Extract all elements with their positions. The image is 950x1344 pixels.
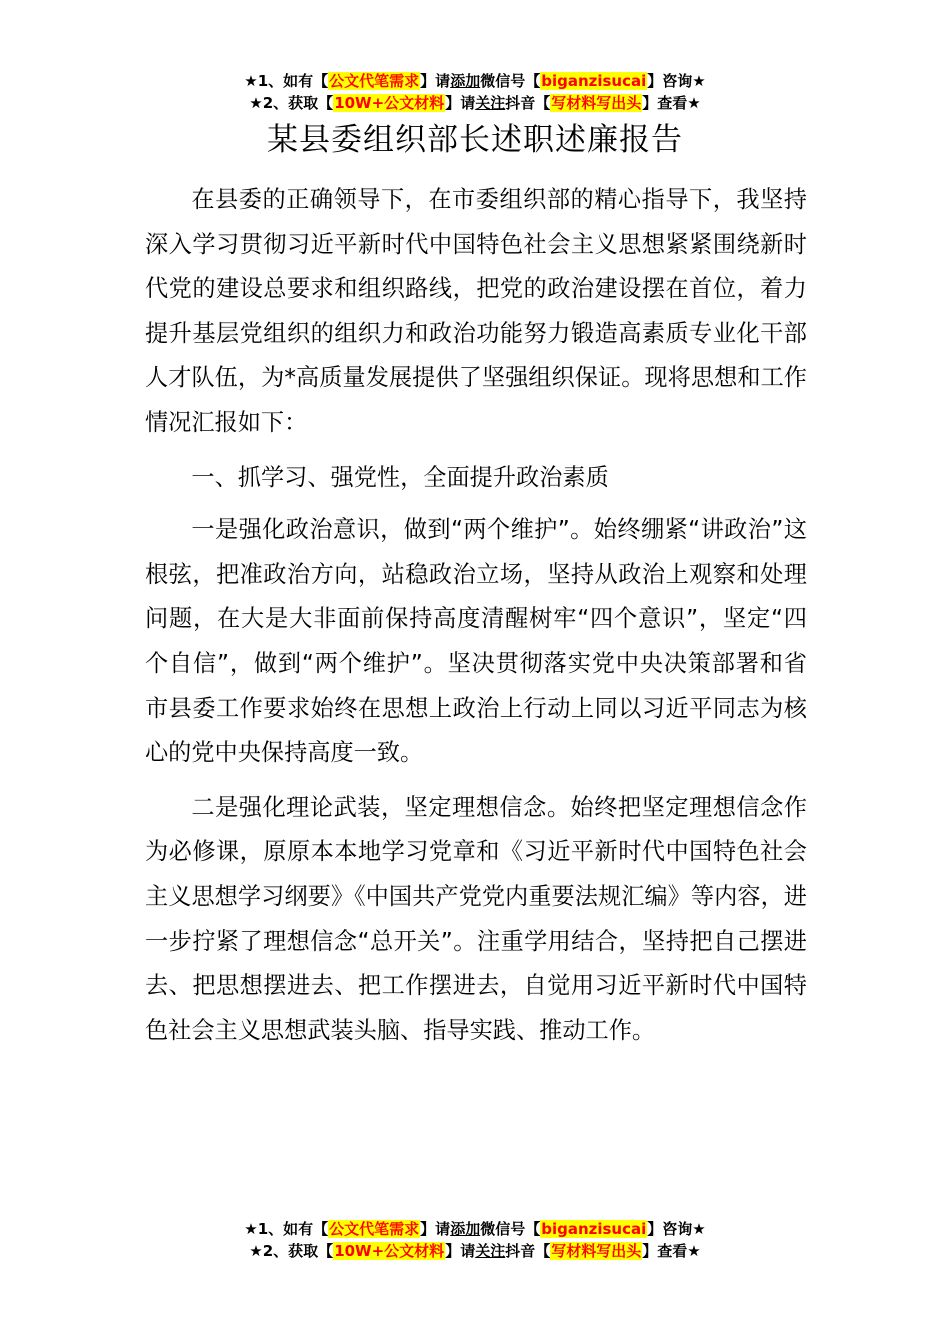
banner-text: ★1、如有【	[244, 1220, 329, 1238]
section-heading: 一、抓学习、强党性，全面提升政治素质	[191, 463, 609, 491]
banner-text: ★2、获取【	[249, 94, 334, 112]
banner-highlight: 公文代笔需求	[329, 1220, 420, 1238]
banner-highlight: biganzisucai	[541, 1220, 647, 1238]
footer-banner	[0, 1218, 950, 1262]
banner-line-2	[0, 92, 950, 114]
banner-underline: 关注	[475, 1242, 506, 1260]
banner-line-2	[0, 1240, 950, 1262]
paragraph-2: 二是强化理论武装，坚定理想信念。始终把坚定理想信念作为必修课，原原本本地学习党章和《习近平新时代中国特色社会主义思想学习纲要》《中国共产党党内重要法规汇编》等内容，进一步拧紧了理想信念“总开关”。注重学用结合，坚持把自己摆进去、把思想摆进去、把工作摆进去，自觉用习近平新时代中国特色社会主义思想武装头脑、指导实践、推动工作。	[145, 793, 807, 1044]
banner-text: 微信号【	[480, 72, 541, 90]
banner-text: 】请	[420, 72, 451, 90]
banner-text: ★1、如有【	[244, 72, 329, 90]
paragraph-1: 一是强化政治意识，做到“两个维护”。始终绷紧“讲政治”这根弦，把准政治方向，站稳政治立场，坚持从政治上观察和处理问题，在大是大非面前保持高度清醒树牢“四个意识”，坚定“四个自信”，做到“两个维护”。坚决贯彻落实党中央决策部署和省市县委工作要求始终在思想上政治上行动上同以习近平同志为核心的党中央保持高度一致。	[145, 516, 807, 767]
banner-text: ★2、获取【	[249, 1242, 334, 1260]
banner-underline: 关注	[475, 94, 506, 112]
banner-highlight: 公文代笔需求	[329, 72, 420, 90]
banner-highlight: 写材料写出头	[551, 94, 642, 112]
banner-text: 】咨询★	[647, 1220, 706, 1238]
banner-highlight: 写材料写出头	[551, 1242, 642, 1260]
banner-text: 】查看★	[642, 94, 701, 112]
document-title: 某县委组织部长述职述廉报告	[267, 122, 683, 158]
banner-underline: 添加	[450, 1220, 481, 1238]
banner-text: 抖音【	[505, 1242, 551, 1260]
banner-text: 微信号【	[480, 1220, 541, 1238]
document-body	[145, 178, 807, 1053]
banner-highlight: 10W+公文材料	[334, 94, 445, 112]
banner-text: 】咨询★	[647, 72, 706, 90]
banner-text: 】请	[420, 1220, 451, 1238]
banner-text: 抖音【	[505, 94, 551, 112]
intro-paragraph: 在县委的正确领导下，在市委组织部的精心指导下，我坚持深入学习贯彻习近平新时代中国特色社会主义思想紧紧围绕新时代党的建设总要求和组织路线，把党的政治建设摆在首位，着力提升基层党组织的组织力和政治功能努力锻造高素质专业化干部人才队伍，为*高质量发展提供了坚强组织保证。现将思想和工作情况汇报如下：	[145, 186, 807, 436]
banner-underline: 添加	[450, 72, 481, 90]
banner-line-1	[0, 1218, 950, 1240]
banner-text: 】查看★	[642, 1242, 701, 1260]
banner-text: 】请	[445, 1242, 476, 1260]
banner-line-1	[0, 70, 950, 92]
banner-highlight: biganzisucai	[541, 72, 647, 90]
header-banner	[0, 70, 950, 114]
banner-text: 】请	[445, 94, 476, 112]
banner-highlight: 10W+公文材料	[334, 1242, 445, 1260]
